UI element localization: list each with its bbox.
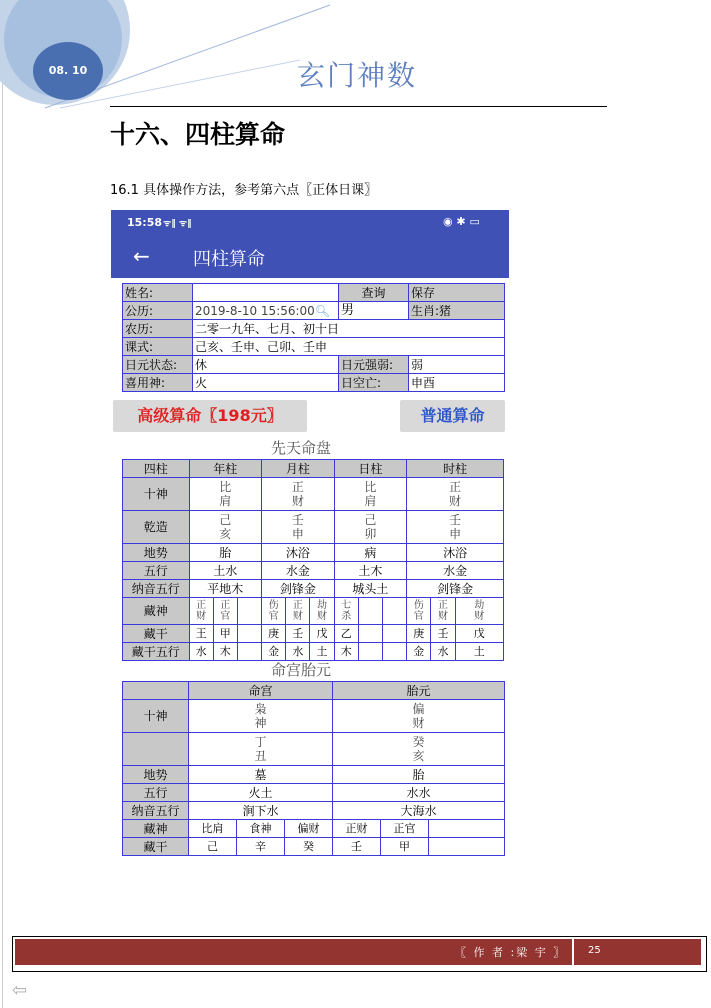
cell [383, 598, 407, 625]
cell-text: 比 [364, 480, 377, 494]
cell-text: 官 [413, 611, 424, 622]
cell [189, 733, 333, 766]
cell: 庚 [407, 625, 431, 643]
cell-text: 比 [219, 480, 232, 494]
cell [189, 478, 262, 511]
cell: 壬 [286, 625, 310, 643]
cell [333, 700, 505, 733]
cell [189, 511, 262, 544]
cell-text: 肩 [364, 494, 377, 508]
cell [431, 598, 455, 625]
cell [383, 643, 407, 661]
cell-text: 丑 [254, 749, 267, 763]
page-left-rule [2, 0, 3, 1008]
cell-text: 正 [437, 600, 448, 611]
cell: 土 [310, 643, 334, 661]
daymaster-strength-label: 日元强弱: [339, 356, 409, 374]
solar-date-input[interactable] [193, 302, 339, 320]
normal-reading-button[interactable]: 普通算命 [400, 400, 505, 432]
cell [237, 643, 261, 661]
cell-text: 正 [196, 600, 207, 611]
cell: 土木 [334, 562, 407, 580]
col-header: 月柱 [262, 460, 335, 478]
cell-text: 财 [449, 494, 462, 508]
cell: 癸 [285, 838, 333, 856]
zodiac-label: 生肖:猪 [409, 302, 505, 320]
cell: 庚 [262, 625, 286, 643]
cell: 沐浴 [407, 544, 504, 562]
cell-text: 杀 [341, 611, 352, 622]
cell-text: 官 [268, 611, 279, 622]
cell-text: 伤 [268, 600, 279, 611]
cell [334, 598, 358, 625]
cell [237, 625, 261, 643]
cell: 土 [455, 643, 503, 661]
cell: 水 [431, 643, 455, 661]
row-label: 藏神 [123, 820, 189, 838]
section-title: 玄门神数 [297, 59, 418, 92]
palace-title: 命宫胎元 [271, 661, 332, 679]
row-label: 藏干五行 [123, 643, 190, 661]
cell: 平地木 [189, 580, 262, 598]
cell-text: 壬 [449, 513, 462, 527]
col-header: 时柱 [407, 460, 504, 478]
cell-text: 申 [449, 527, 462, 541]
status-icons: ◉ ✱ ▭ [443, 215, 480, 228]
cell-text: 正 [449, 480, 462, 494]
title-divider [110, 106, 607, 107]
cell-text: 申 [291, 527, 304, 541]
cell [358, 625, 382, 643]
status-time: 15:58 [127, 216, 163, 229]
cell: 大海水 [333, 802, 505, 820]
page-number: 25 [588, 945, 601, 956]
lesson-label: 课式: [123, 338, 193, 356]
cell: 胎 [333, 766, 505, 784]
birth-info-form [122, 283, 505, 392]
cell [286, 598, 310, 625]
cell: 墓 [189, 766, 333, 784]
cell [333, 733, 505, 766]
cell: 比肩 [189, 820, 237, 838]
row-label: 地势 [123, 766, 189, 784]
day-void-label: 日空亡: [339, 374, 409, 392]
cell [213, 598, 237, 625]
cell-text: 七 [341, 600, 352, 611]
cell: 正官 [381, 820, 429, 838]
cell: 水金 [262, 562, 335, 580]
row-label: 藏干 [123, 838, 189, 856]
cell-text: 壬 [291, 513, 304, 527]
palace-table [122, 681, 505, 856]
magnifier-icon[interactable]: 🔍︎ [314, 303, 331, 318]
cell: 壬 [431, 625, 455, 643]
cell-text: 正 [220, 600, 231, 611]
row-label: 乾造 [123, 511, 190, 544]
natal-chart-title: 先天命盘 [271, 439, 332, 457]
cell [262, 478, 335, 511]
cell-text: 财 [291, 494, 304, 508]
row-label: 地势 [123, 544, 190, 562]
cell [407, 511, 504, 544]
signal-icon: ᯤ‖ ᯤ‖ [163, 219, 192, 229]
app-screenshot [111, 210, 509, 854]
cell-text: 肩 [219, 494, 232, 508]
row-label: 藏干 [123, 625, 190, 643]
cell-text: 卯 [364, 527, 377, 541]
cell [407, 598, 431, 625]
cell [189, 700, 333, 733]
cell [455, 598, 503, 625]
cell [310, 598, 334, 625]
cell: 壬 [333, 838, 381, 856]
cell: 戊 [455, 625, 503, 643]
footer-separator [572, 939, 574, 965]
day-void-value: 申酉 [409, 374, 505, 392]
chapter-title: 十六、四柱算命 [110, 120, 286, 149]
cell [189, 598, 213, 625]
cell [429, 838, 505, 856]
cell [358, 643, 382, 661]
row-label: 藏神 [123, 598, 190, 625]
cell-text: 财 [437, 611, 448, 622]
cell: 木 [213, 643, 237, 661]
cell: 己 [189, 838, 237, 856]
cell: 涧下水 [189, 802, 333, 820]
solar-date-value: 2019-8-10 15:56:00 [195, 303, 315, 318]
previous-page-icon[interactable]: ⇦ [12, 980, 28, 1001]
cell: 辛 [237, 838, 285, 856]
name-input[interactable] [193, 284, 339, 302]
cell: 甲 [213, 625, 237, 643]
cell: 乙 [334, 625, 358, 643]
cell-text: 正 [292, 600, 303, 611]
cell-text: 财 [412, 716, 425, 730]
cell [429, 820, 505, 838]
cell-text: 财 [292, 611, 303, 622]
cell-text: 偏 [412, 702, 425, 716]
cell: 木 [334, 643, 358, 661]
gender-select[interactable]: 男 [339, 302, 409, 320]
cell [358, 598, 382, 625]
col-header: 日柱 [334, 460, 407, 478]
cell-text: 财 [196, 611, 207, 622]
query-button[interactable]: 查询 [339, 284, 409, 302]
lesson-value: 己亥、壬申、己卯、壬申 [193, 338, 505, 356]
cell: 甲 [381, 838, 429, 856]
save-button[interactable]: 保存 [409, 284, 505, 302]
cell: 正财 [333, 820, 381, 838]
cell-text: 官 [220, 611, 231, 622]
name-label: 姓名: [123, 284, 193, 302]
back-arrow-icon[interactable]: ← [133, 244, 150, 268]
cell [383, 625, 407, 643]
cell: 金 [407, 643, 431, 661]
app-title: 四柱算命 [193, 249, 265, 270]
cell: 沐浴 [262, 544, 335, 562]
col-header: 年柱 [189, 460, 262, 478]
row-label: 纳音五行 [123, 580, 190, 598]
cell [334, 511, 407, 544]
status-bar [111, 210, 509, 236]
cell: 水 [189, 643, 213, 661]
cell-text: 亥 [412, 749, 425, 763]
cell-text: 癸 [412, 735, 425, 749]
lunar-date-value: 二零一九年、七月、初十日 [193, 320, 505, 338]
natal-chart-table [122, 459, 504, 661]
cell-text: 己 [219, 513, 232, 527]
daymaster-strength-value: 弱 [409, 356, 505, 374]
row-label: 十神 [123, 700, 189, 733]
cell: 戊 [310, 625, 334, 643]
advanced-reading-button[interactable]: 高级算命〖198元〗 [113, 400, 307, 432]
cell [407, 478, 504, 511]
cell: 病 [334, 544, 407, 562]
cell [262, 511, 335, 544]
cell-text: 正 [291, 480, 304, 494]
app-bar [111, 236, 509, 278]
cell-text: 劫 [317, 600, 328, 611]
cell-text: 亥 [219, 527, 232, 541]
cell: 水 [286, 643, 310, 661]
col-header: 胎元 [333, 682, 505, 700]
cell: 剑锋金 [262, 580, 335, 598]
cell [262, 598, 286, 625]
lunar-date-label: 农历: [123, 320, 193, 338]
useful-god-label: 喜用神: [123, 374, 193, 392]
cell: 食神 [237, 820, 285, 838]
cell-text: 伤 [413, 600, 424, 611]
chapter-badge: 08. 10 [33, 42, 103, 100]
col-header: 四柱 [123, 460, 190, 478]
cell-text: 己 [364, 513, 377, 527]
cell [237, 598, 261, 625]
col-header [123, 682, 189, 700]
cell: 水金 [407, 562, 504, 580]
row-label [123, 733, 189, 766]
daymaster-state-value: 休 [193, 356, 339, 374]
solar-date-label: 公历: [123, 302, 193, 320]
cell: 土水 [189, 562, 262, 580]
row-label: 五行 [123, 562, 190, 580]
cell-text: 枭 [254, 702, 267, 716]
cell: 胎 [189, 544, 262, 562]
row-label: 十神 [123, 478, 190, 511]
row-label: 五行 [123, 784, 189, 802]
cell-text: 神 [254, 716, 267, 730]
cell: 火土 [189, 784, 333, 802]
cell: 偏财 [285, 820, 333, 838]
col-header: 命宫 [189, 682, 333, 700]
cell-text: 劫 [474, 600, 485, 611]
cell-text: 财 [474, 611, 485, 622]
cell: 剑锋金 [407, 580, 504, 598]
cell [334, 478, 407, 511]
useful-god-value: 火 [193, 374, 339, 392]
cell: 水水 [333, 784, 505, 802]
cell-text: 财 [317, 611, 328, 622]
cell-text: 丁 [254, 735, 267, 749]
cell: 王 [189, 625, 213, 643]
footer-author: 〖 作 者 :梁 宇 〗 [455, 946, 567, 959]
instruction-paragraph: 16.1 具体操作方法，参考第六点〖正体日课〗 [110, 183, 378, 198]
cell: 城头土 [334, 580, 407, 598]
row-label: 纳音五行 [123, 802, 189, 820]
daymaster-state-label: 日元状态: [123, 356, 193, 374]
cell: 金 [262, 643, 286, 661]
